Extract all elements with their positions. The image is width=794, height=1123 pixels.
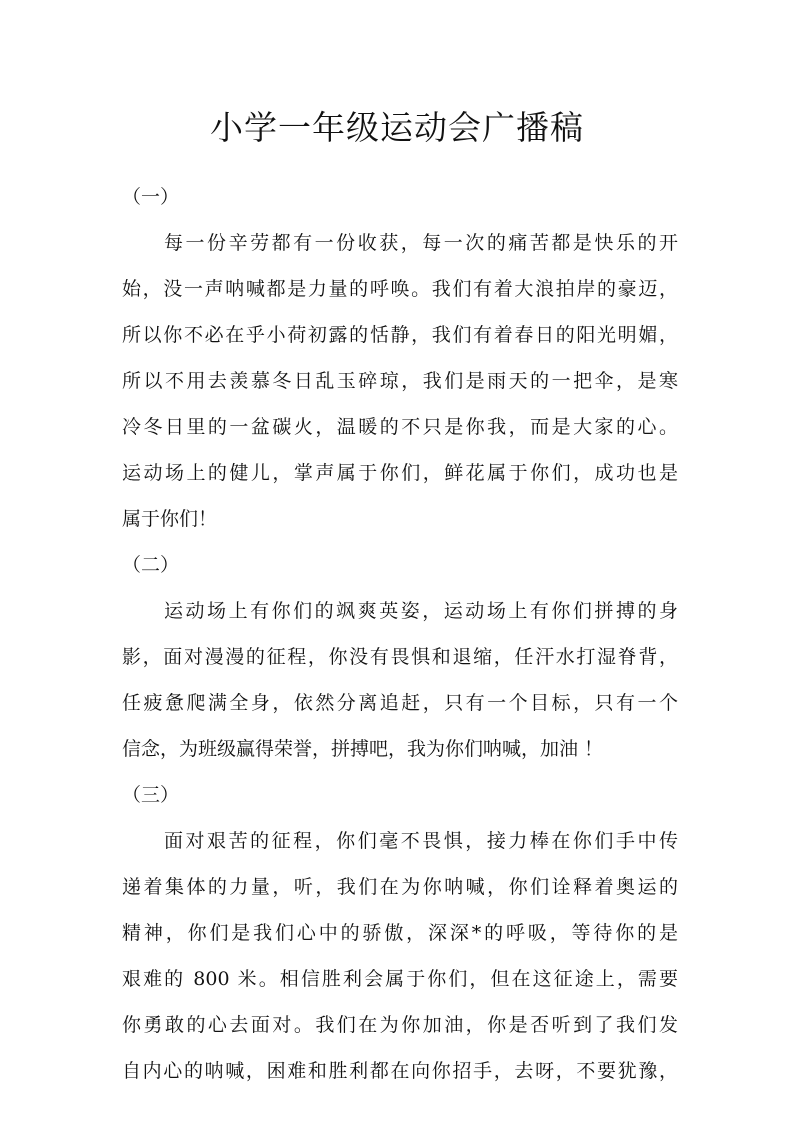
document-title: 小学一年级运动会广播稿 bbox=[210, 108, 584, 147]
section-heading-1: （一） bbox=[122, 186, 180, 208]
paragraph-line: 递着集体的力量，听，我们在为你呐喊，你们诠释着奥运的 bbox=[122, 876, 678, 898]
paragraph-line: 信念，为班级赢得荣誉，拼搏吧，我为你们呐喊，加油 ！ bbox=[122, 738, 604, 760]
paragraph-line: 你勇敢的心去面对。我们在为你加油，你是否听到了我们发 bbox=[122, 1014, 678, 1036]
paragraph-line: 艰难的 800 米。相信胜利会属于你们，但在这征途上，需要 bbox=[122, 968, 678, 990]
paragraph-line: 面对艰苦的征程，你们毫不畏惧，接力棒在你们手中传 bbox=[164, 830, 678, 852]
section-heading-3: （三） bbox=[122, 784, 180, 806]
paragraph-line: 任疲惫爬满全身，依然分离追赶，只有一个目标，只有一个 bbox=[122, 692, 678, 714]
paragraph-line: 每一份辛劳都有一份收获，每一次的痛苦都是快乐的开 bbox=[164, 232, 678, 254]
paragraph-line: 冷冬日里的一盆碳火，温暖的不只是你我，而是大家的心。 bbox=[122, 416, 678, 438]
paragraph-line: 属于你们！ bbox=[122, 508, 218, 530]
document-body bbox=[122, 174, 678, 1094]
paragraph-line: 运动场上有你们的飒爽英姿，运动场上有你们拼搏的身 bbox=[164, 600, 678, 622]
paragraph-line: 所以不用去羡慕冬日乱玉碎琼，我们是雨天的一把伞，是寒 bbox=[122, 370, 678, 392]
paragraph-line: 所以你不必在乎小荷初露的恬静，我们有着春日的阳光明媚， bbox=[122, 324, 678, 346]
paragraph-line: 精神，你们是我们心中的骄傲，深深*的呼吸，等待你的是 bbox=[122, 922, 678, 944]
paragraph-line: 始，没一声呐喊都是力量的呼唤。我们有着大浪拍岸的豪迈， bbox=[122, 278, 678, 300]
paragraph-line: 影，面对漫漫的征程，你没有畏惧和退缩，任汗水打湿脊背， bbox=[122, 646, 678, 668]
section-heading-2: （二） bbox=[122, 554, 180, 576]
paragraph-line: 自内心的呐喊，困难和胜利都在向你招手，去呀，不要犹豫， bbox=[122, 1060, 678, 1082]
paragraph-line: 运动场上的健儿，掌声属于你们，鲜花属于你们，成功也是 bbox=[122, 462, 678, 484]
